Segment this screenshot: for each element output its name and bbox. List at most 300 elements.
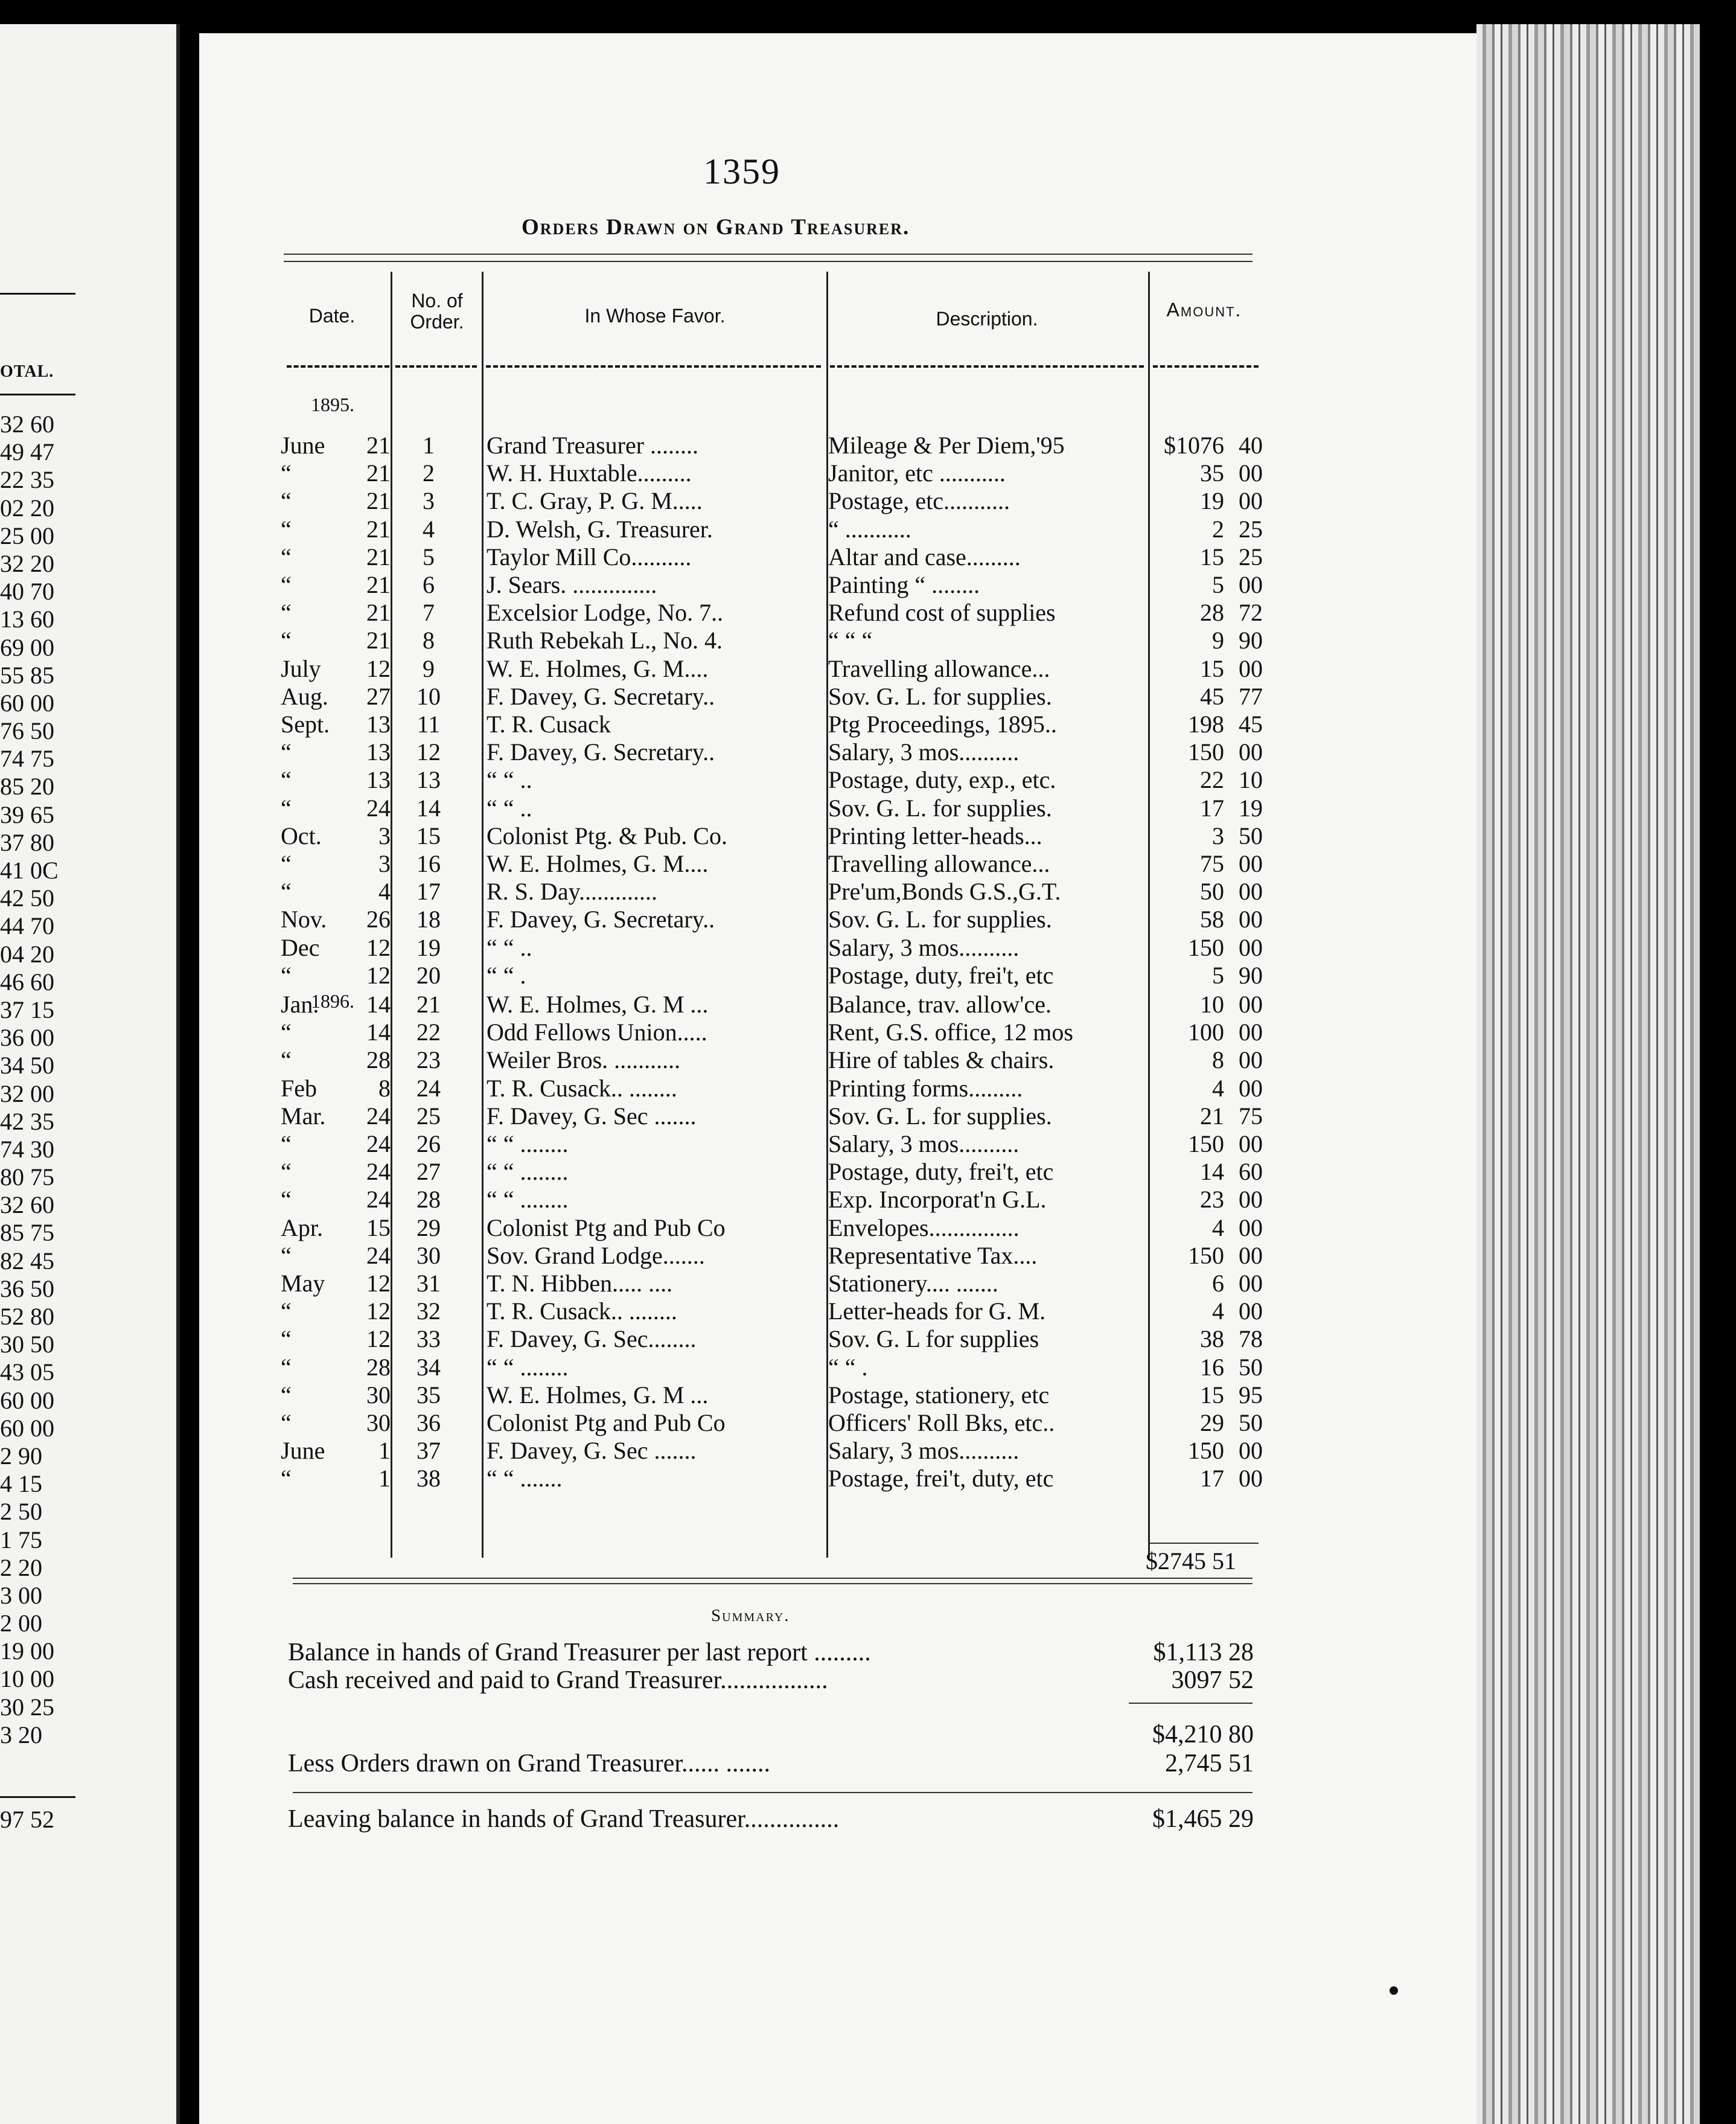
row-amount-cents: 00 (1239, 1437, 1263, 1465)
row-description: Stationery.... ....... (828, 1270, 998, 1297)
row-amount-cents: 45 (1239, 711, 1263, 738)
row-amount-cents: 00 (1239, 850, 1263, 877)
left-value: 41 0C (0, 857, 59, 884)
row-day: 24 (366, 1186, 391, 1214)
row-month: “ (281, 627, 292, 654)
row-description: Pre'um,Bonds G.S.,G.T. (828, 878, 1061, 906)
row-month: “ (281, 1186, 292, 1214)
row-amount-cents: 77 (1239, 682, 1263, 710)
row-amount-dollars: 75 (1200, 850, 1224, 877)
row-month: Nov. (281, 906, 327, 933)
left-value: 3 20 (0, 1721, 42, 1748)
left-value: 10 00 (0, 1665, 54, 1693)
orders-total: $2745 51 (1146, 1547, 1236, 1575)
row-description: Envelopes............... (828, 1214, 1020, 1241)
summary-cash-amount: 3097 52 (1171, 1666, 1254, 1694)
row-day: 21 (366, 515, 391, 543)
left-value: 85 75 (0, 1219, 54, 1247)
row-description: Postage, duty, frei't, etc (828, 1158, 1054, 1186)
row-payee: W. E. Holmes, G. M.... (487, 654, 709, 682)
left-column-header: OTAL. (0, 362, 54, 381)
header-dash-amount (1153, 365, 1259, 368)
row-payee: “ “ .. (487, 933, 532, 961)
row-order-number: 2 (423, 459, 435, 487)
header-dash-no (395, 365, 477, 368)
left-total-rule (0, 1796, 75, 1798)
row-amount-dollars: 5 (1212, 571, 1224, 598)
left-value: 2 50 (0, 1498, 42, 1526)
summary-subtotal-rule (1129, 1703, 1253, 1704)
left-total: 97 52 (0, 1806, 54, 1833)
col-divider-2 (482, 272, 483, 1558)
row-day: 1 (378, 1437, 391, 1465)
row-payee: “ “ . (487, 961, 526, 989)
row-payee: “ “ ........ (487, 1186, 569, 1214)
row-description: Postage, frei't, duty, etc (828, 1465, 1054, 1492)
row-month: Mar. (281, 1102, 326, 1130)
row-amount-cents: 25 (1239, 543, 1263, 571)
row-order-number: 14 (416, 794, 441, 822)
row-amount-dollars: 15 (1200, 1381, 1224, 1409)
row-description: “ “ “ (828, 627, 873, 654)
row-amount-dollars: $1076 (1164, 432, 1224, 459)
row-order-number: 11 (416, 711, 441, 738)
row-order-number: 15 (416, 822, 441, 849)
year-1896: 1896. (311, 990, 354, 1012)
row-order-number: 3 (423, 487, 435, 515)
row-month: “ (281, 961, 292, 989)
left-value: 30 25 (0, 1693, 54, 1721)
row-order-number: 17 (416, 878, 441, 906)
left-value: 49 47 (0, 438, 54, 466)
row-description: Exp. Incorporat'n G.L. (828, 1186, 1047, 1214)
row-day: 3 (378, 850, 391, 877)
row-day: 28 (366, 1046, 391, 1074)
row-day: 12 (366, 1297, 391, 1325)
row-day: 21 (366, 432, 391, 459)
row-day: 14 (366, 1019, 391, 1046)
row-description: Printing letter-heads... (828, 822, 1042, 849)
left-value: 32 60 (0, 1191, 54, 1219)
row-amount-cents: 00 (1239, 1465, 1263, 1492)
row-description: Salary, 3 mos.......... (828, 738, 1020, 766)
row-order-number: 32 (416, 1297, 441, 1325)
row-payee: Colonist Ptg and Pub Co (487, 1214, 726, 1241)
row-payee: T. R. Cusack (487, 711, 611, 738)
row-month: Dec (281, 933, 320, 961)
row-order-number: 1 (423, 432, 435, 459)
row-amount-cents: 00 (1239, 1130, 1263, 1157)
left-value: 43 05 (0, 1358, 54, 1386)
row-amount-cents: 00 (1239, 459, 1263, 487)
row-amount-dollars: 4 (1212, 1074, 1224, 1102)
left-value: 85 20 (0, 773, 54, 801)
summary-cash-label: Cash received and paid to Grand Treasurer................. (288, 1666, 828, 1694)
row-description: Printing forms......... (828, 1074, 1023, 1102)
left-value: 25 00 (0, 522, 54, 549)
left-value: 4 15 (0, 1470, 42, 1498)
row-day: 12 (366, 1325, 391, 1353)
left-value: 30 50 (0, 1331, 54, 1358)
row-month: June (281, 1437, 325, 1465)
row-amount-cents: 50 (1239, 1409, 1263, 1436)
row-order-number: 38 (416, 1465, 441, 1492)
row-description: “ “ . (828, 1353, 868, 1381)
row-day: 12 (366, 1270, 391, 1297)
summary-title: Summary. (711, 1606, 790, 1625)
row-description: Salary, 3 mos.......... (828, 1437, 1020, 1465)
row-amount-dollars: 150 (1188, 1130, 1224, 1157)
row-month: Oct. (281, 822, 322, 849)
summary-leaving-line (288, 1804, 1254, 1834)
row-day: 26 (366, 906, 391, 933)
left-value: 37 80 (0, 828, 54, 856)
row-payee: F. Davey, G. Secretary.. (487, 738, 715, 766)
row-payee: “ “ ........ (487, 1130, 569, 1157)
row-description: Refund cost of supplies (828, 599, 1056, 627)
row-order-number: 13 (416, 766, 441, 794)
row-order-number: 21 (416, 991, 441, 1018)
row-month: “ (281, 1241, 292, 1269)
row-amount-dollars: 4 (1212, 1214, 1224, 1241)
row-amount-dollars: 9 (1212, 627, 1224, 654)
row-month: “ (281, 599, 292, 627)
row-order-number: 19 (416, 933, 441, 961)
row-day: 21 (366, 599, 391, 627)
row-month: “ (281, 794, 292, 822)
row-day: 8 (378, 1074, 391, 1102)
row-payee: T. N. Hibben..... .... (487, 1270, 673, 1297)
row-order-number: 4 (423, 515, 435, 543)
header-amount: Amount. (1166, 299, 1242, 321)
left-value: 02 20 (0, 494, 54, 522)
row-amount-dollars: 21 (1200, 1102, 1224, 1130)
row-description: Mileage & Per Diem,'95 (828, 432, 1065, 459)
summary-orders-label: Less Orders drawn on Grand Treasurer...... ....... (288, 1750, 771, 1777)
left-value: 3 00 (0, 1581, 42, 1609)
left-value: 2 00 (0, 1610, 42, 1637)
year-1895: 1895. (311, 394, 354, 415)
left-value: 60 00 (0, 689, 54, 717)
row-order-number: 27 (416, 1158, 441, 1186)
row-day: 12 (366, 654, 391, 682)
left-value: 40 70 (0, 578, 54, 606)
summary-subtotal: $4,210 80 (1152, 1721, 1254, 1748)
row-payee: “ “ ....... (487, 1465, 563, 1492)
row-month: May (281, 1270, 325, 1297)
row-order-number: 33 (416, 1325, 441, 1353)
row-payee: Colonist Ptg and Pub Co (487, 1409, 726, 1436)
row-amount-cents: 72 (1239, 599, 1263, 627)
row-amount-cents: 60 (1239, 1158, 1263, 1186)
left-value: 74 30 (0, 1135, 54, 1163)
row-day: 4 (378, 878, 391, 906)
row-month: “ (281, 878, 292, 906)
row-day: 24 (366, 1130, 391, 1157)
row-payee: T. C. Gray, P. G. M..... (487, 487, 703, 515)
left-value: 37 15 (0, 996, 54, 1023)
table-top-rule-2 (284, 261, 1253, 262)
row-order-number: 12 (416, 738, 441, 766)
row-payee: Taylor Mill Co.......... (487, 543, 692, 571)
left-value: 44 70 (0, 912, 54, 940)
row-month: “ (281, 1158, 292, 1186)
total-rule-left (1150, 1543, 1259, 1544)
row-amount-dollars: 15 (1200, 654, 1224, 682)
row-amount-cents: 00 (1239, 738, 1263, 766)
row-month: “ (281, 1046, 292, 1074)
left-value: 04 20 (0, 940, 54, 968)
row-amount-cents: 00 (1239, 1297, 1263, 1325)
header-no-of: No. of (411, 290, 463, 312)
row-order-number: 22 (416, 1019, 441, 1046)
row-amount-cents: 00 (1239, 487, 1263, 515)
row-amount-cents: 10 (1239, 766, 1263, 794)
row-amount-dollars: 45 (1200, 682, 1224, 710)
left-value: 46 60 (0, 968, 54, 996)
row-payee: F. Davey, G. Sec ....... (487, 1437, 697, 1465)
row-month: Feb (281, 1074, 317, 1102)
row-day: 24 (366, 1241, 391, 1269)
row-day: 13 (366, 738, 391, 766)
row-payee: R. S. Day............. (487, 878, 657, 906)
row-day: 12 (366, 933, 391, 961)
row-month: June (281, 432, 325, 459)
row-amount-dollars: 150 (1188, 1241, 1224, 1269)
header-order: Order. (410, 311, 464, 333)
left-values-list (0, 411, 59, 1749)
row-payee: Ruth Rebekah L., No. 4. (487, 627, 723, 654)
row-day: 30 (366, 1409, 391, 1436)
row-amount-cents: 50 (1239, 822, 1263, 849)
row-description: Letter-heads for G. M. (828, 1297, 1046, 1325)
row-month: “ (281, 459, 292, 487)
row-amount-dollars: 2 (1212, 515, 1224, 543)
summary-balance-amount: $1,113 28 (1153, 1639, 1254, 1666)
row-amount-cents: 25 (1239, 515, 1263, 543)
header-dash-date (287, 365, 389, 368)
summary-balance-label: Balance in hands of Grand Treasurer per last report ......... (288, 1639, 871, 1666)
left-value: 60 00 (0, 1414, 54, 1442)
row-payee: F. Davey, G. Sec........ (487, 1325, 697, 1353)
row-order-number: 37 (416, 1437, 441, 1465)
row-order-number: 7 (423, 599, 435, 627)
row-description: Travelling allowance... (828, 850, 1050, 877)
row-payee: Odd Fellows Union..... (487, 1019, 707, 1046)
row-day: 28 (366, 1353, 391, 1381)
row-description: Salary, 3 mos.......... (828, 933, 1020, 961)
row-day: 21 (366, 459, 391, 487)
row-amount-cents: 78 (1239, 1325, 1263, 1353)
left-value: 55 85 (0, 661, 54, 689)
row-order-number: 8 (423, 627, 435, 654)
left-value: 82 45 (0, 1247, 54, 1275)
row-amount-dollars: 58 (1200, 906, 1224, 933)
header-dash-favor (486, 365, 821, 368)
row-payee: J. Sears. .............. (487, 571, 657, 598)
row-amount-dollars: 5 (1212, 961, 1224, 989)
row-amount-cents: 40 (1239, 432, 1263, 459)
row-month: “ (281, 1409, 292, 1436)
row-amount-cents: 00 (1239, 991, 1263, 1018)
left-value: 69 00 (0, 633, 54, 661)
row-order-number: 31 (416, 1270, 441, 1297)
row-month: Jan. (281, 991, 319, 1018)
row-day: 24 (366, 1158, 391, 1186)
left-value: 34 50 (0, 1052, 54, 1080)
row-amount-dollars: 6 (1212, 1270, 1224, 1297)
row-day: 13 (366, 711, 391, 738)
row-order-number: 34 (416, 1353, 441, 1381)
summary-orders-amount: 2,745 51 (1165, 1750, 1254, 1777)
row-amount-cents: 90 (1239, 961, 1263, 989)
row-order-number: 18 (416, 906, 441, 933)
summary-cash-line (288, 1665, 1254, 1695)
row-amount-cents: 00 (1239, 933, 1263, 961)
left-header-rule (0, 394, 75, 395)
row-payee: “ “ ........ (487, 1158, 569, 1186)
row-amount-dollars: 100 (1188, 1019, 1224, 1046)
row-month: Apr. (281, 1214, 323, 1241)
row-month: “ (281, 571, 292, 598)
left-value: 13 60 (0, 606, 54, 633)
row-amount-dollars: 8 (1212, 1046, 1224, 1074)
row-day: 21 (366, 543, 391, 571)
row-payee: Grand Treasurer ........ (487, 432, 699, 459)
row-day: 13 (366, 766, 391, 794)
row-amount-dollars: 15 (1200, 543, 1224, 571)
left-value: 80 75 (0, 1163, 54, 1191)
left-value: 36 50 (0, 1275, 54, 1302)
left-value: 42 35 (0, 1107, 54, 1135)
row-order-number: 10 (416, 682, 441, 710)
row-amount-cents: 00 (1239, 1214, 1263, 1241)
row-amount-dollars: 16 (1200, 1353, 1224, 1381)
row-description: Sov. G. L for supplies (828, 1325, 1039, 1353)
row-payee: Excelsior Lodge, No. 7.. (487, 599, 724, 627)
row-amount-dollars: 3 (1212, 822, 1224, 849)
page-number: 1359 (703, 152, 780, 191)
row-amount-dollars: 38 (1200, 1325, 1224, 1353)
row-order-number: 9 (423, 654, 435, 682)
row-day: 27 (366, 682, 391, 710)
row-amount-dollars: 150 (1188, 933, 1224, 961)
row-order-number: 30 (416, 1241, 441, 1269)
row-order-number: 26 (416, 1130, 441, 1157)
summary-leaving-amount: $1,465 29 (1152, 1805, 1254, 1833)
row-amount-dollars: 35 (1200, 459, 1224, 487)
row-day: 21 (366, 571, 391, 598)
row-amount-dollars: 4 (1212, 1297, 1224, 1325)
row-description: Officers' Roll Bks, etc.. (828, 1409, 1055, 1436)
row-order-number: 36 (416, 1409, 441, 1436)
row-amount-cents: 00 (1239, 1241, 1263, 1269)
row-description: Postage, etc........... (828, 487, 1010, 515)
row-month: “ (281, 738, 292, 766)
row-month: “ (281, 543, 292, 571)
row-description: Painting “ ........ (828, 571, 980, 598)
row-payee: F. Davey, G. Secretary.. (487, 906, 715, 933)
summary-final-rule (293, 1792, 1253, 1793)
row-month: “ (281, 515, 292, 543)
left-value: 76 50 (0, 717, 54, 745)
row-amount-dollars: 150 (1188, 738, 1224, 766)
col-divider-1 (391, 272, 392, 1558)
row-payee: T. R. Cusack.. ........ (487, 1074, 677, 1102)
row-amount-cents: 00 (1239, 1270, 1263, 1297)
row-description: Travelling allowance... (828, 654, 1050, 682)
left-value: 52 80 (0, 1303, 54, 1330)
table-bottom-rule-2 (293, 1583, 1253, 1584)
row-month: July (281, 654, 321, 682)
row-order-number: 23 (416, 1046, 441, 1074)
row-month: Aug. (281, 682, 328, 710)
row-order-number: 16 (416, 850, 441, 877)
left-value: 32 00 (0, 1080, 54, 1107)
header-favor: In Whose Favor. (584, 305, 726, 327)
row-month: “ (281, 1353, 292, 1381)
row-description: “ ........... (828, 515, 911, 543)
left-value: 19 00 (0, 1637, 54, 1665)
row-day: 12 (366, 961, 391, 989)
row-payee: T. R. Cusack.. ........ (487, 1297, 677, 1325)
row-payee: F. Davey, G. Sec ....... (487, 1102, 697, 1130)
row-description: Hire of tables & chairs. (828, 1046, 1055, 1074)
row-amount-cents: 00 (1239, 1186, 1263, 1214)
row-month: Sept. (281, 711, 330, 738)
row-description: Salary, 3 mos.......... (828, 1130, 1020, 1157)
left-value: 2 20 (0, 1553, 42, 1581)
row-day: 21 (366, 487, 391, 515)
row-month: “ (281, 1325, 292, 1353)
left-value: 32 20 (0, 549, 54, 577)
row-day: 24 (366, 1102, 391, 1130)
row-order-number: 28 (416, 1186, 441, 1214)
page-title: Orders Drawn on Grand Treasurer. (522, 215, 910, 240)
row-amount-dollars: 23 (1200, 1186, 1224, 1214)
left-value: 2 90 (0, 1442, 42, 1470)
row-amount-cents: 50 (1239, 1353, 1263, 1381)
row-month: “ (281, 1130, 292, 1157)
row-order-number: 6 (423, 571, 435, 598)
row-description: Balance, trav. allow'ce. (828, 991, 1051, 1018)
row-month: “ (281, 487, 292, 515)
row-amount-dollars: 22 (1200, 766, 1224, 794)
summary-balance-line (288, 1637, 1254, 1668)
row-payee: “ “ ........ (487, 1353, 569, 1381)
row-payee: F. Davey, G. Secretary.. (487, 682, 715, 710)
row-payee: “ “ .. (487, 794, 532, 822)
left-page-fragment (0, 24, 180, 2124)
row-amount-dollars: 19 (1200, 487, 1224, 515)
row-payee: Weiler Bros. ........... (487, 1046, 681, 1074)
row-order-number: 35 (416, 1381, 441, 1409)
left-value: 32 60 (0, 411, 54, 438)
row-month: “ (281, 850, 292, 877)
row-payee: D. Welsh, G. Treasurer. (487, 515, 713, 543)
table-bottom-rule (293, 1578, 1253, 1579)
summary-subtotal-line (288, 1719, 1254, 1750)
summary-leaving-label: Leaving balance in hands of Grand Treasurer............... (288, 1805, 840, 1833)
row-description: Postage, duty, exp., etc. (828, 766, 1056, 794)
row-order-number: 24 (416, 1074, 441, 1102)
row-description: Rent, G.S. office, 12 mos (828, 1019, 1073, 1046)
row-amount-cents: 00 (1239, 571, 1263, 598)
summary-orders-line (288, 1748, 1254, 1779)
row-payee: W. E. Holmes, G. M.... (487, 850, 709, 877)
row-order-number: 5 (423, 543, 435, 571)
left-value: 39 65 (0, 801, 54, 828)
